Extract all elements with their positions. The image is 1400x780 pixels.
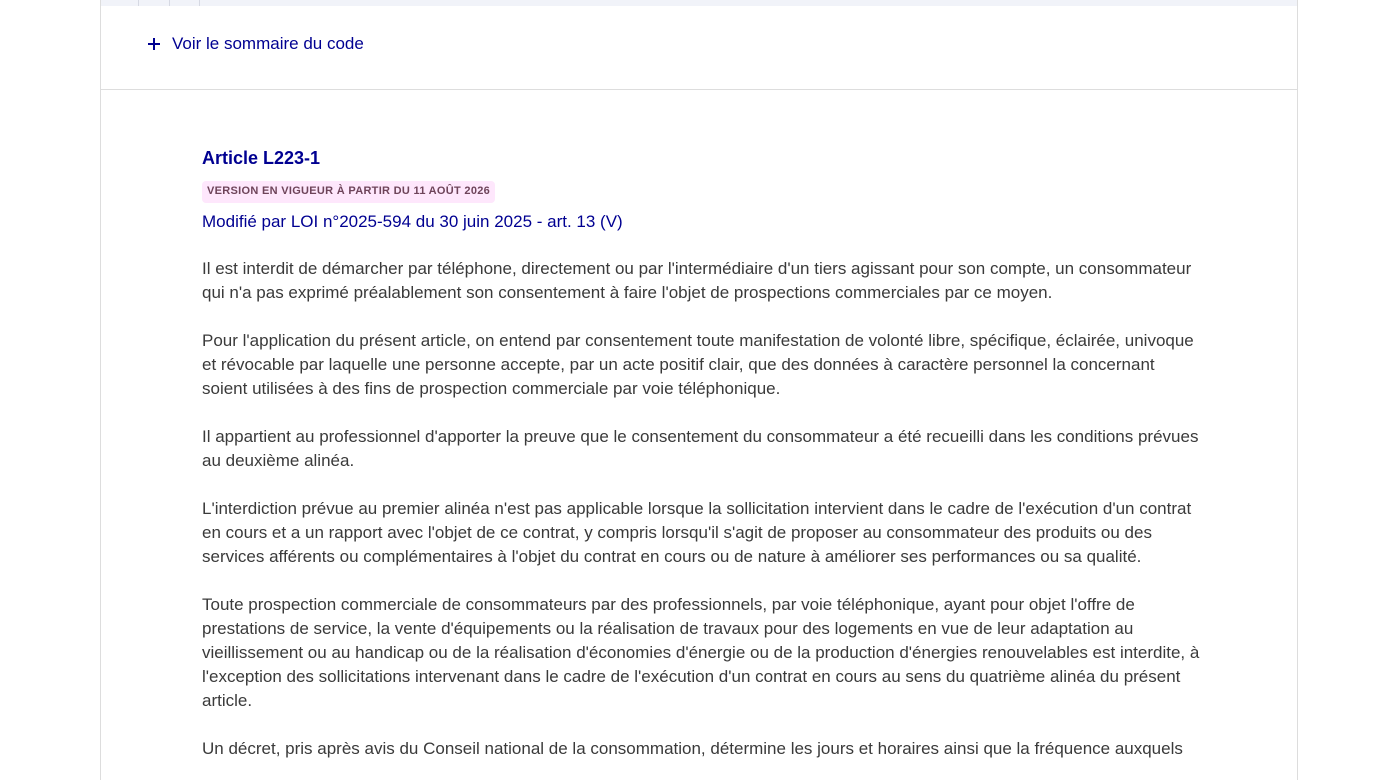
article-paragraph: Pour l'application du présent article, on entend par consentement toute manifestation de volonté libre, spécifique, éclairée, univoque et révocable par laquelle une personne accepte, par un acte positif clair, que des données à caractère personnel la concernant soient utilisées à des fins de prospection commerciale par voie téléphonique. bbox=[202, 331, 1194, 398]
modified-by-link[interactable]: Modifié par LOI n°2025-594 du 30 juin 2025 - art. 13 (V) bbox=[202, 212, 623, 231]
article-paragraph: L'interdiction prévue au premier alinéa n'est pas applicable lorsque la sollicitation intervient dans le cadre de l'exécution d'un contrat en cours et a un rapport avec l'objet de ce contrat, y compris lorsqu'il s'agit de proposer au consommateur des produits ou des services afférents ou complémentaires à l'objet du contrat en cours ou de nature à améliorer ses performances ou sa qualité. bbox=[202, 499, 1192, 566]
summary-bar bbox=[101, 6, 1297, 90]
toggle-summary-button[interactable] bbox=[148, 34, 364, 54]
version-badge: VERSION EN VIGUEUR À PARTIR DU 11 AOÛT 2026 bbox=[202, 181, 495, 203]
article-paragraph: Il est interdit de démarcher par téléphone, directement ou par l'intermédiaire d'un tiers agissant pour son compte, un consommateur qui n'a pas exprimé préalablement son consentement à faire l'objet de prospections commerciales par ce moyen. bbox=[202, 259, 1192, 302]
article-paragraph: Un décret, pris après avis du Conseil national de la consommation, détermine les jours et horaires ainsi que la fréquence auxquels bbox=[202, 739, 1183, 758]
article-body bbox=[202, 257, 1202, 761]
article-paragraph: Il appartient au professionnel d'apporter la preuve que le consentement du consommateur a été recueilli dans les conditions prévues au deuxième alinéa. bbox=[202, 427, 1199, 470]
toggle-summary-label: Voir le sommaire du code bbox=[172, 34, 364, 53]
article-paragraph: Toute prospection commerciale de consommateurs par des professionnels, par voie téléphonique, ayant pour objet l'offre de prestations de service, la vente d'équipements ou la réalisation de travaux pour des logements en vue de leur adaptation au vieillissement ou au handicap ou de la réalisation d'économies d'énergie ou de la production d'énergies renouvelables est interdite, à l'exception des sollicitations intervenant dans le cadre de l'exécution d'un contrat en cours au sens du quatrième alinéa du présent article. bbox=[202, 595, 1200, 710]
article-title: Article L223-1 bbox=[202, 148, 321, 168]
plus-icon bbox=[148, 38, 160, 50]
article bbox=[202, 146, 1202, 780]
content-frame bbox=[100, 0, 1298, 780]
